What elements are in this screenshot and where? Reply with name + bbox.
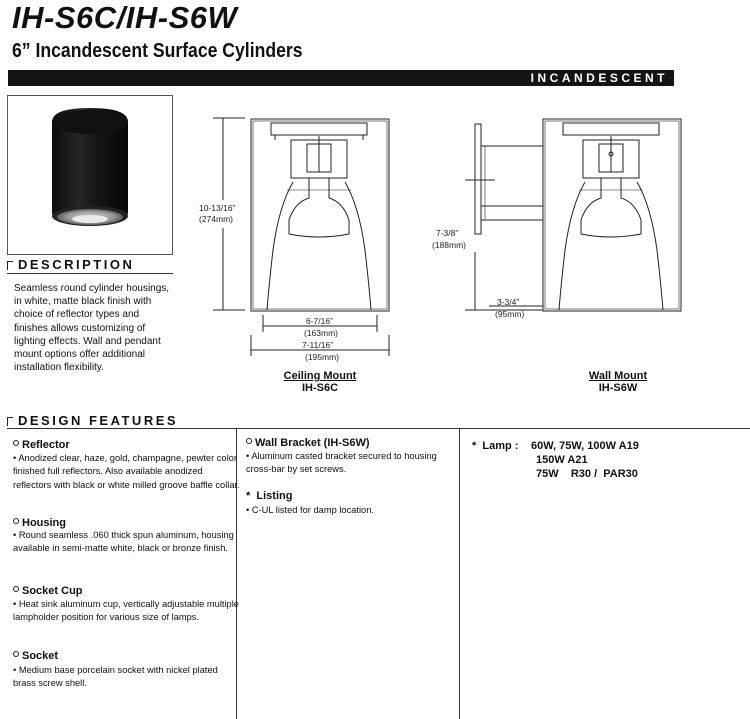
feature-housing-text: • Round seamless .060 thick spun aluminum, housing available in semi-matte white, black or bronze finish. (13, 530, 234, 554)
ceiling-inner-width-mm: (163mm) (304, 328, 339, 338)
ceiling-height-mm: (274mm) (199, 214, 234, 224)
bullet-icon (246, 438, 252, 444)
wall-mount-caption (570, 370, 666, 394)
feature-listing-text: • C-UL listed for damp location. (246, 505, 374, 515)
ceiling-inner-width-in: 6-7/16” (306, 316, 333, 326)
lamp-label: * Lamp : (472, 440, 519, 452)
feature-wall-bracket-title: Wall Bracket (IH-S6W) (246, 437, 370, 449)
feature-reflector-text: • Anodized clear, haze, gold, champagne, pewter color finished full reflectors. Also available anodized reflectors with black or white milled groove baffle collar. (13, 453, 240, 490)
wall-depth-in: 3-3/4” (497, 297, 520, 307)
features-rule (7, 428, 750, 429)
ceiling-mount-caption (272, 370, 368, 394)
feature-socket-title: Socket (13, 650, 58, 662)
wall-height-mm: (188mm) (432, 240, 467, 250)
lamp-line-2: 150W A21 (536, 454, 588, 466)
ceiling-outer-width-mm: (195mm) (305, 352, 340, 362)
product-photo (7, 95, 173, 255)
description-text: Seamless round cylinder housings, in white, matte black finish with choice of reflector types and finishes allows customizing of lighting effects. Wall and pendant mount options offer additional installation flexibility. (14, 283, 170, 374)
ceiling-caption-bottom: IH-S6C (301, 382, 339, 394)
feature-reflector-title: Reflector (13, 439, 70, 451)
feature-listing-title: * Listing (246, 490, 293, 502)
bullet-icon (13, 651, 19, 657)
description-bracket (7, 261, 13, 270)
features-heading: DESIGN FEATURES (18, 413, 179, 428)
ceiling-mount-drawing (195, 110, 395, 368)
wall-caption-bottom: IH-S6W (598, 382, 638, 394)
ceiling-outer-width-in: 7-11/16” (302, 340, 334, 350)
column-divider-2 (459, 428, 460, 719)
bullet-icon (13, 518, 19, 524)
feature-housing-title: Housing (13, 517, 66, 529)
product-subtitle: 6” Incandescent Surface Cylinders (12, 40, 303, 62)
wall-mount-drawing (425, 110, 690, 320)
feature-socket-text: • Medium base porcelain socket with nickel plated brass screw shell. (13, 665, 218, 689)
bullet-icon (13, 440, 19, 446)
asterisk-icon: * (246, 490, 251, 502)
features-bracket (7, 417, 13, 426)
bullet-icon (13, 586, 19, 592)
wall-height-in: 7-3/8” (436, 228, 459, 238)
lamp-line-1: 60W, 75W, 100W A19 (531, 440, 639, 452)
cylinder-fixture-image (8, 96, 172, 254)
wall-depth-mm: (95mm) (495, 309, 525, 319)
ceiling-height-in: 10-13/16” (199, 203, 236, 213)
ceiling-caption-top: Ceiling Mount (283, 370, 357, 382)
description-rule (7, 273, 173, 274)
lamp-line-3: 75W R30 / PAR30 (536, 468, 638, 480)
category-banner: INCANDESCENT (8, 70, 674, 86)
description-heading: DESCRIPTION (18, 257, 135, 272)
wall-caption-top: Wall Mount (588, 370, 648, 382)
product-title: IH-S6C/IH-S6W (12, 0, 238, 35)
feature-wall-bracket-text: • Aluminum casted bracket secured to housing cross-bar by set screws. (246, 451, 437, 475)
feature-socket-cup-title: Socket Cup (13, 585, 83, 597)
feature-socket-cup-text: • Heat sink aluminum cup, vertically adjustable multiple lampholder position for various size of lamps. (13, 599, 239, 623)
